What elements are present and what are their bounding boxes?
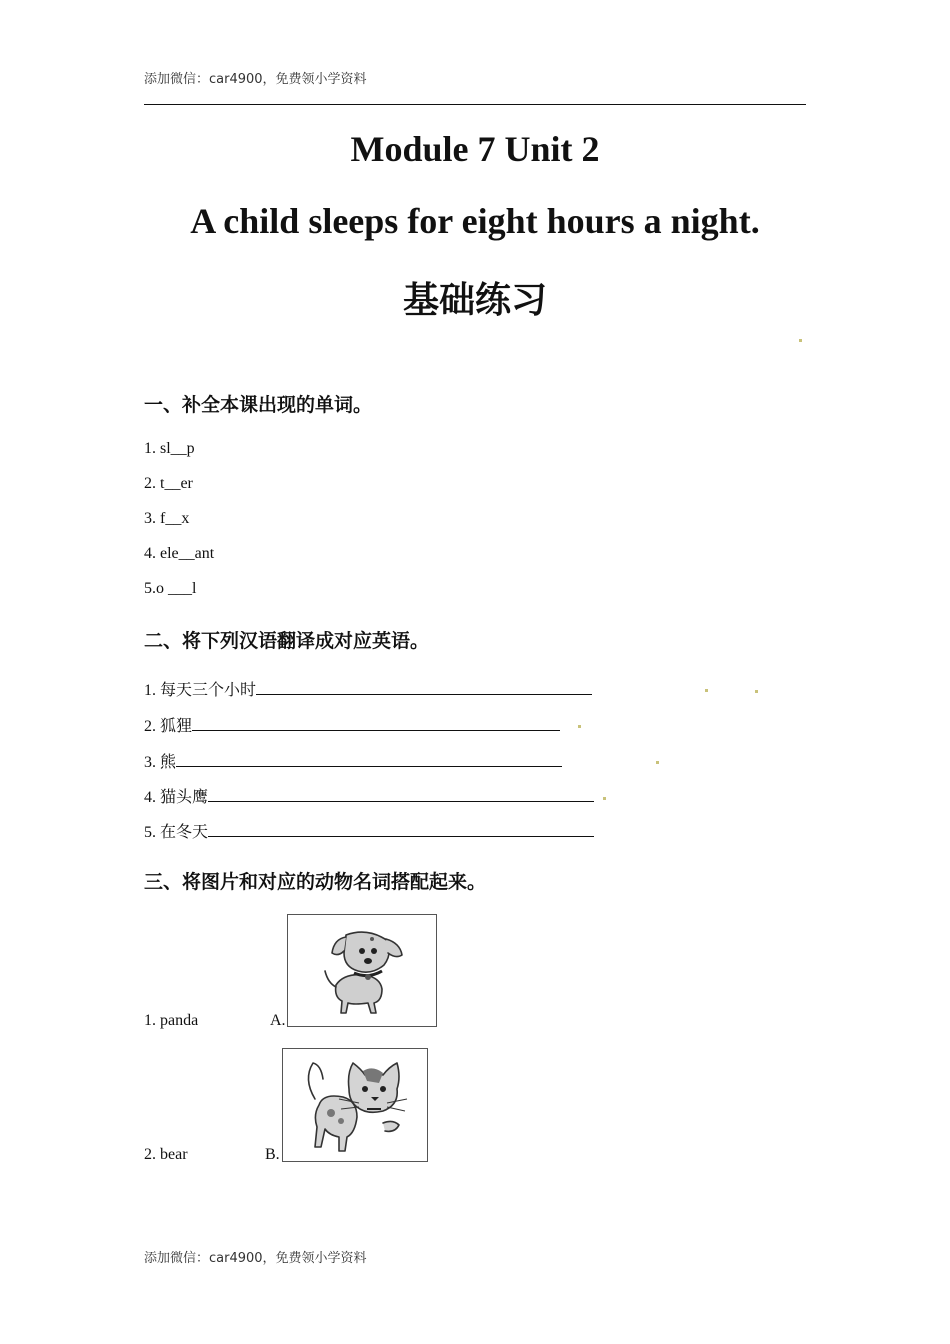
- translate-item-3-label: 3. 熊: [144, 754, 177, 771]
- footer-note: 添加微信：car4900，免费领小学资料: [144, 1251, 367, 1266]
- translate-item-2: [144, 713, 560, 736]
- dog-icon: [288, 915, 436, 1026]
- answer-blank-3[interactable]: [176, 752, 562, 767]
- speck: [755, 690, 758, 693]
- answer-blank-2[interactable]: [192, 716, 560, 731]
- translate-item-5-label: 5. 在冬天: [144, 824, 209, 841]
- section1-heading: 一、补全本课出现的单词。: [144, 394, 373, 416]
- word-item-5: 5.o ___l: [144, 580, 197, 597]
- translate-item-5: [144, 819, 594, 842]
- match-word-1: 1. panda: [144, 1012, 199, 1029]
- section3-heading: 三、将图片和对应的动物名词搭配起来。: [144, 871, 487, 893]
- section2-heading: 二、将下列汉语翻译成对应英语。: [144, 630, 430, 652]
- speck: [799, 339, 802, 342]
- word-item-3: 3. f__x: [144, 510, 190, 527]
- word-item-4: 4. ele__ant: [144, 545, 215, 562]
- translate-item-4: [144, 784, 594, 807]
- match-word-2: 2. bear: [144, 1146, 188, 1163]
- dog-picture: [287, 914, 437, 1027]
- speck: [578, 725, 581, 728]
- cat-icon: [283, 1049, 427, 1161]
- speck: [656, 761, 659, 764]
- title-practice: 基础练习: [402, 280, 547, 321]
- translate-item-1: [144, 677, 592, 700]
- match-letter-b: B.: [265, 1146, 280, 1163]
- answer-blank-4[interactable]: [208, 787, 594, 802]
- speck: [603, 797, 606, 800]
- answer-blank-1[interactable]: [256, 680, 592, 695]
- translate-item-3: [144, 749, 562, 772]
- header-note: 添加微信：car4900，免费领小学资料: [144, 72, 367, 87]
- title-module: Module 7 Unit 2: [350, 129, 600, 169]
- translate-item-1-label: 1. 每天三个小时: [144, 682, 257, 699]
- translate-item-2-label: 2. 狐狸: [144, 718, 193, 735]
- speck: [705, 689, 708, 692]
- header-divider: [144, 104, 806, 105]
- title-lesson: A child sleeps for eight hours a night.: [190, 201, 760, 241]
- word-item-2: 2. t__er: [144, 475, 193, 492]
- answer-blank-5[interactable]: [208, 822, 594, 837]
- word-item-1: 1. sl__p: [144, 440, 195, 457]
- translate-item-4-label: 4. 猫头鹰: [144, 789, 209, 806]
- match-letter-a: A.: [270, 1012, 286, 1029]
- cat-picture: [282, 1048, 428, 1162]
